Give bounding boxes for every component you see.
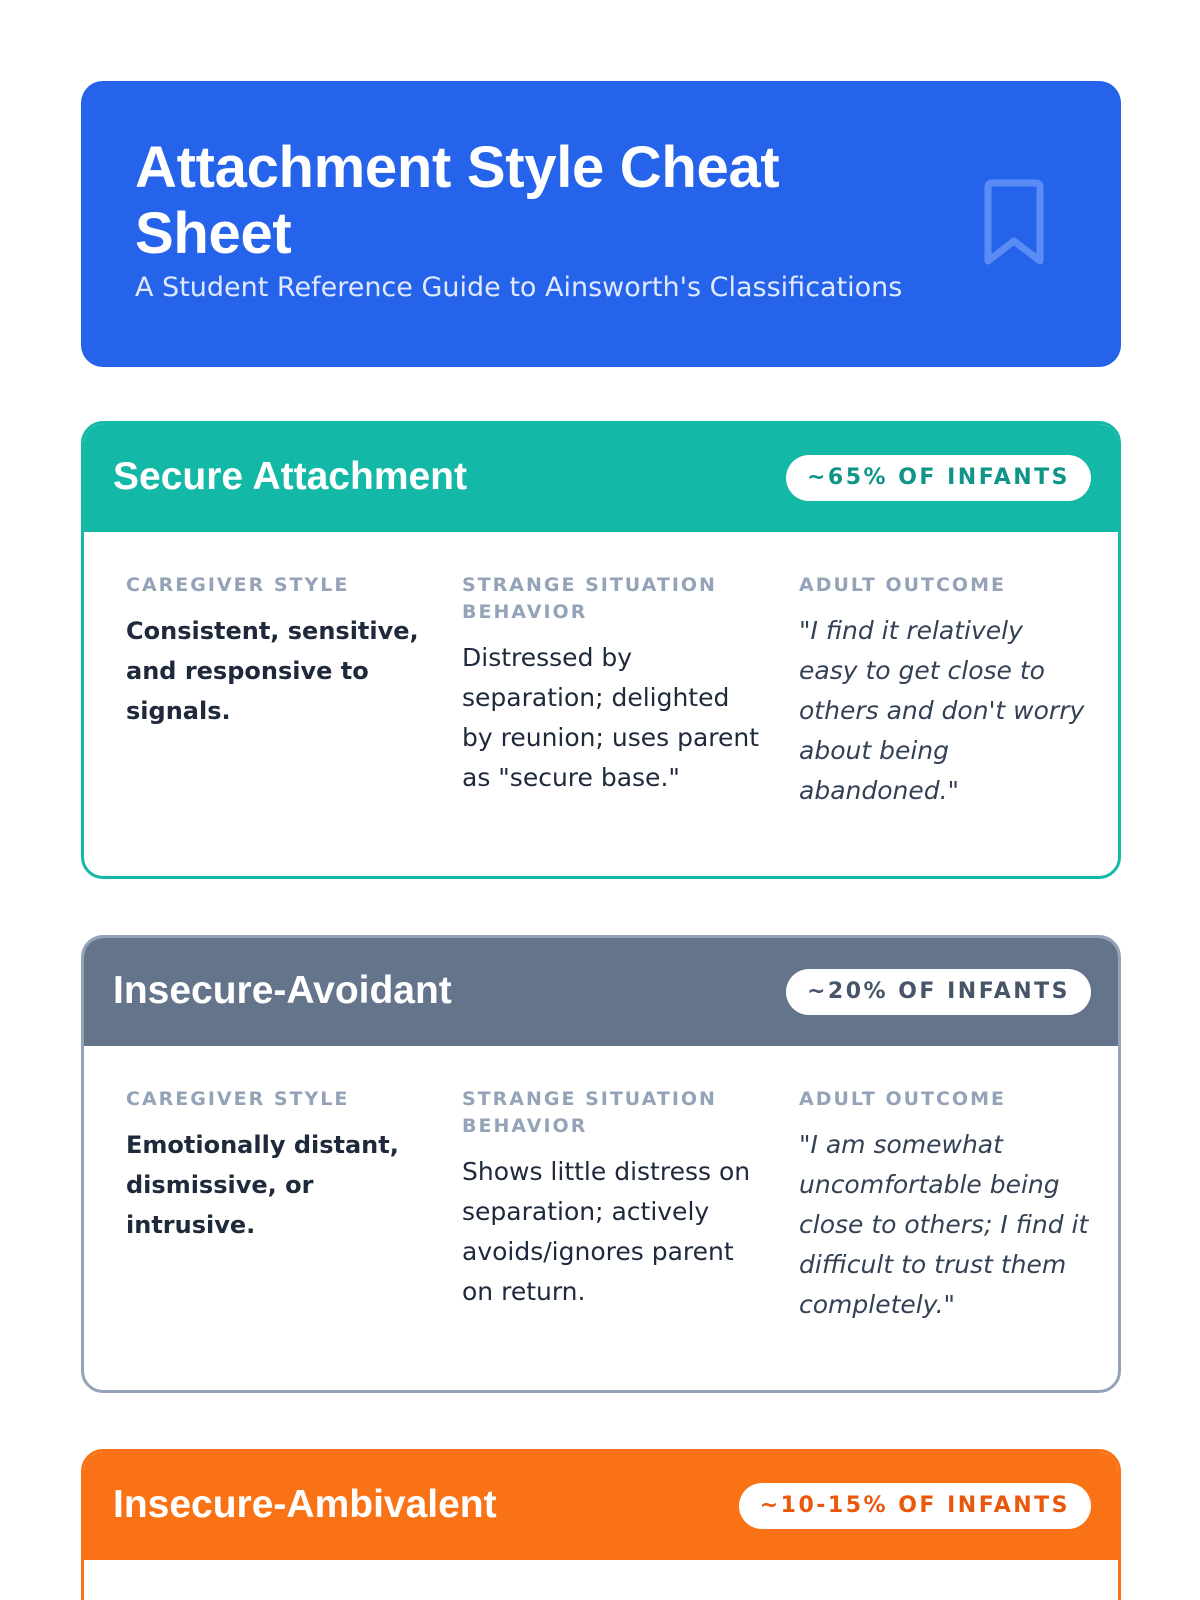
ambivalent-card: [81, 1449, 1121, 1600]
card-header: [84, 938, 1118, 1046]
avoidant-card: [81, 935, 1121, 1393]
adult-outcome-label: ADULT OUTCOME: [799, 574, 1006, 596]
adult-outcome-column: [799, 572, 1089, 811]
card-header: [84, 424, 1118, 532]
adult-outcome-column: [799, 1086, 1089, 1325]
card-title: Secure Attachment: [113, 455, 467, 498]
card-header: [84, 1452, 1118, 1560]
adult-outcome-quote: "I am somewhat uncomfortable being close to others; I find it difficult to trust them completely.": [799, 1130, 1089, 1319]
page-title: Attachment Style Cheat Sheet: [135, 135, 780, 266]
page-subtitle: A Student Reference Guide to Ainsworth's Classifications: [135, 272, 903, 303]
prevalence-badge: ~10-15% OF INFANTS: [739, 1483, 1091, 1529]
strange-situation-column: [462, 1086, 762, 1312]
strange-situation-label: STRANGE SITUATION BEHAVIOR: [462, 574, 717, 623]
strange-situation-text: Distressed by separation; delighted by reunion; uses parent as "secure base.": [462, 643, 760, 792]
adult-outcome-label: ADULT OUTCOME: [799, 1088, 1006, 1110]
caregiver-text: Emotionally distant, dismissive, or intrusive.: [126, 1131, 399, 1239]
card-title: Insecure-Avoidant: [113, 969, 452, 1012]
bookmark-icon[interactable]: [978, 179, 1050, 269]
header-banner: [81, 81, 1121, 367]
adult-outcome-quote: "I find it relatively easy to get close to others and don't worry about being abandoned.": [799, 616, 1085, 805]
caregiver-text: Consistent, sensitive, and responsive to signals.: [126, 617, 419, 725]
card-title: Insecure-Ambivalent: [113, 1483, 497, 1526]
strange-situation-text: Shows little distress on separation; actively avoids/ignores parent on return.: [462, 1157, 751, 1306]
caregiver-column: [126, 572, 426, 731]
prevalence-badge: ~65% OF INFANTS: [786, 455, 1091, 501]
strange-situation-column: [462, 572, 762, 798]
prevalence-badge: ~20% OF INFANTS: [786, 969, 1091, 1015]
caregiver-label: CAREGIVER STYLE: [126, 1088, 350, 1110]
caregiver-column: [126, 1086, 426, 1245]
caregiver-label: CAREGIVER STYLE: [126, 574, 350, 596]
secure-card: [81, 421, 1121, 879]
strange-situation-label: STRANGE SITUATION BEHAVIOR: [462, 1088, 717, 1137]
